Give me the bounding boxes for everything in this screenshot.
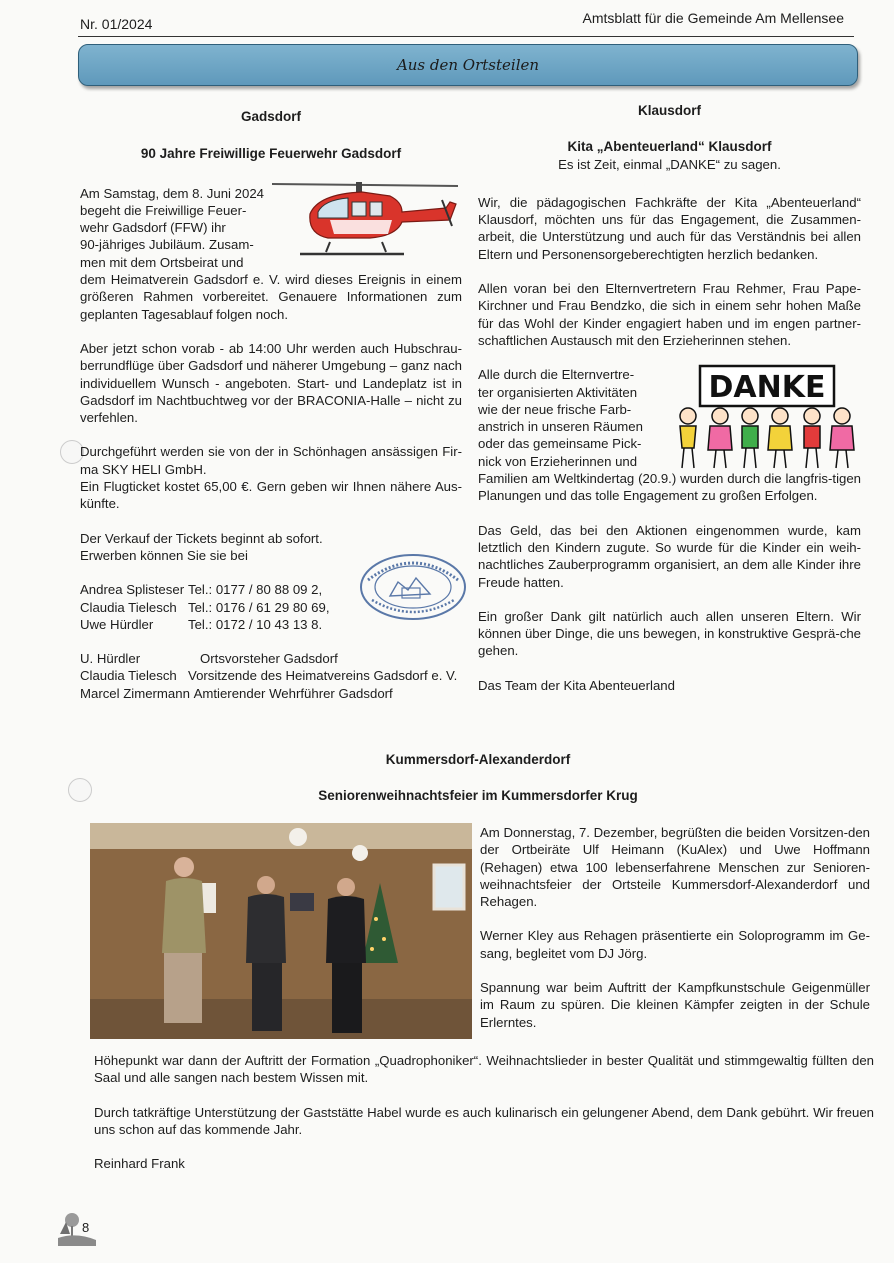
municipality-logo-icon — [52, 1208, 98, 1248]
klausdorf-signoff: Das Team der Kita Abenteuerland — [478, 677, 675, 693]
heimatverein-stamp — [358, 552, 468, 622]
klausdorf-para4: Das Geld, das bei den Aktionen eingenommen wurde, kam letztlich den Kindern zugute. So wurde für die Kinder ein weih-nachtliches Zauberprogramm organisiert, an dem alle Kinder ihre Freude hatten. — [478, 522, 861, 590]
klausdorf-heading: Klausdorf — [637, 103, 701, 118]
gadsdorf-intro-rest: dem Heimatverein Gadsdorf e. V. wird dieses Ereignis in einem größeren Rahmen vorbereitet. Genauere Informationen zum geplanten Tagesablauf folgen noch. — [80, 272, 462, 322]
signature-row: U. Hürdler Ortsvorsteher Gadsdorf — [80, 651, 338, 667]
danke-sign-text: DANKE — [708, 370, 826, 405]
publication-title: Amtsblatt für die Gemeinde Am Mellensee — [582, 10, 844, 26]
klausdorf-para2: Allen voran bei den Elternvertretern Frau Rehmer, Frau Pape-Kirchner und Frau Bendzko, die sich in einem sehr hohen Maße für das Wohl der Kinder engagiert haben und im engen partner-schaftlichen Austausch mit den Erzieherinnen stehen. — [478, 281, 861, 348]
kummersdorf-title: Seniorenweihnachtsfeier im Kummersdorfer Krug — [318, 788, 638, 803]
contact-row: Uwe Hürdler Tel.: 0172 / 10 43 13 8. — [80, 616, 323, 632]
klausdorf-para1: Wir, die pädagogischen Fachkräfte der Kita „Abenteuerland“ Klausdorf, möchten uns für das Engagement, die Zusammen-arbeit, die Unterstützung und auch für das Verständnis bei allen Eltern und Personensorgeberechtigten herzlich bedanken. — [478, 194, 861, 262]
kummersdorf-para2: Werner Kley aus Rehagen präsentierte ein Soloprogramm im Ge-sang, begleitet vom DJ Jörg. — [480, 928, 870, 961]
kummersdorf-para3: Spannung war beim Auftritt der Kampfkunstschule Geigenmüller im Raum zu spüren. Die kleinen Kämpfer zeigten in der Schule Erlerntes. — [480, 980, 870, 1030]
klausdorf-title: Kita „Abenteuerland“ Klausdorf — [567, 139, 772, 155]
klausdorf-para3-wrap: Alle durch die Elternvertre- ter organisierten Aktivitäten wie der neue frische Farb- anstrich in unseren Räumen oder das gemeinsame Pick- nick von Erzieherinnen und — [478, 367, 643, 469]
klausdorf-para5: Ein großer Dank gilt natürlich auch allen unseren Eltern. Wir können über Dinge, die uns bewegen, in konstruktive Gesprä-che gehen. — [478, 608, 861, 659]
kummersdorf-para1: Am Donnerstag, 7. Dezember, begrüßten die beiden Vorsitzen-den der Ortbeiräte Ulf Heimann (KuAlex) und Uwe Hoffmann (Rehagen) etwa 100 lebenserfahrene Menschen zur Senioren-weihnachtsfeier der Ortsteile Kummersdorf-Alexanderdorf und Rehagen. — [480, 825, 870, 910]
header-rule — [78, 36, 854, 37]
gadsdorf-heading: Gadsdorf — [240, 109, 301, 124]
page-number: 8 — [82, 1220, 90, 1235]
section-banner — [78, 44, 858, 86]
gadsdorf-title: 90 Jahre Freiwillige Feuerwehr Gadsdorf — [140, 146, 402, 162]
contact-row: Andrea Splisteser Tel.: 0177 / 80 88 09 2, — [80, 582, 323, 598]
section-banner-title: Aus den Ortsteilen — [396, 56, 540, 74]
kummersdorf-para5: Durch tatkräftige Unterstützung der Gaststätte Habel wurde es auch kulinarisch ein gelungener Abend, dem Dank gebührt. Wir freuen uns schon auf das kommende Jahr. — [94, 1104, 874, 1137]
kummersdorf-para4: Höhepunkt war dann der Auftritt der Formation „Quadrophoniker“. Weihnachtslieder in bester Qualität und stimmgewaltig füllten den Saal und alle sangen nach bestem Wissen mit. — [94, 1053, 874, 1086]
danke-kids-image — [666, 364, 862, 476]
gadsdorf-sale-line2: Erwerben können Sie sie bei — [80, 547, 248, 563]
issue-number: Nr. 01/2024 — [80, 16, 153, 32]
klausdorf-subtitle: Es ist Zeit, einmal „DANKE“ zu sagen. — [558, 156, 781, 172]
gadsdorf-sale-line1: Der Verkauf der Tickets beginnt ab sofort. — [80, 530, 323, 546]
helicopter-image — [270, 172, 460, 264]
kummersdorf-bottom — [94, 1052, 874, 1172]
signature-row: Marcel Zimermann Amtierender Wehrführer Gadsdorf — [80, 685, 393, 701]
signature-row: Claudia Tielesch Vorsitzende des Heimatvereins Gadsdorf e. V. — [80, 668, 458, 684]
gadsdorf-intro: Am Samstag, dem 8. Juni 2024 begeht die Freiwillige Feuer- wehr Gadsdorf (FFW) ihr 90-jähriges Jubiläum. Zusam- men mit dem Ortsbeirat und — [80, 185, 264, 270]
kummersdorf-heading: Kummersdorf-Alexanderdorf — [385, 752, 571, 767]
kummersdorf-author: Reinhard Frank — [94, 1156, 185, 1172]
christmas-party-photo — [90, 823, 472, 1039]
contact-row: Claudia Tielesch Tel.: 0176 / 61 29 80 69, — [80, 599, 330, 615]
gadsdorf-para3a: Durchgeführt werden sie von der in Schönhagen ansässigen Fir-ma SKY HELI GmbH. — [80, 444, 462, 477]
signature-list — [80, 650, 462, 702]
gadsdorf-para3b: Ein Flugticket kostet 65,00 €. Gern geben wir Ihnen nähere Aus-künfte. — [80, 479, 462, 512]
klausdorf-para3-rest: Familien am Weltkindertag (20.9.) wurden durch die langfris-tigen Planungen und das tolle Engagement zu großen Erfolgen. — [478, 471, 861, 504]
gadsdorf-para2: Aber jetzt schon vorab - ab 14:00 Uhr werden auch Hubschrau-berrundflüge über Gadsdorf und näherer Umgebung – ganz nach individuellem Wunsch - angeboten. Start- und Landeplatz ist in Gadsdorf im Nachtbuchtweg vor der BRACONIA-Halle – nicht zu verfehlen. — [80, 340, 462, 426]
kummersdorf-right-column — [480, 824, 870, 1048]
